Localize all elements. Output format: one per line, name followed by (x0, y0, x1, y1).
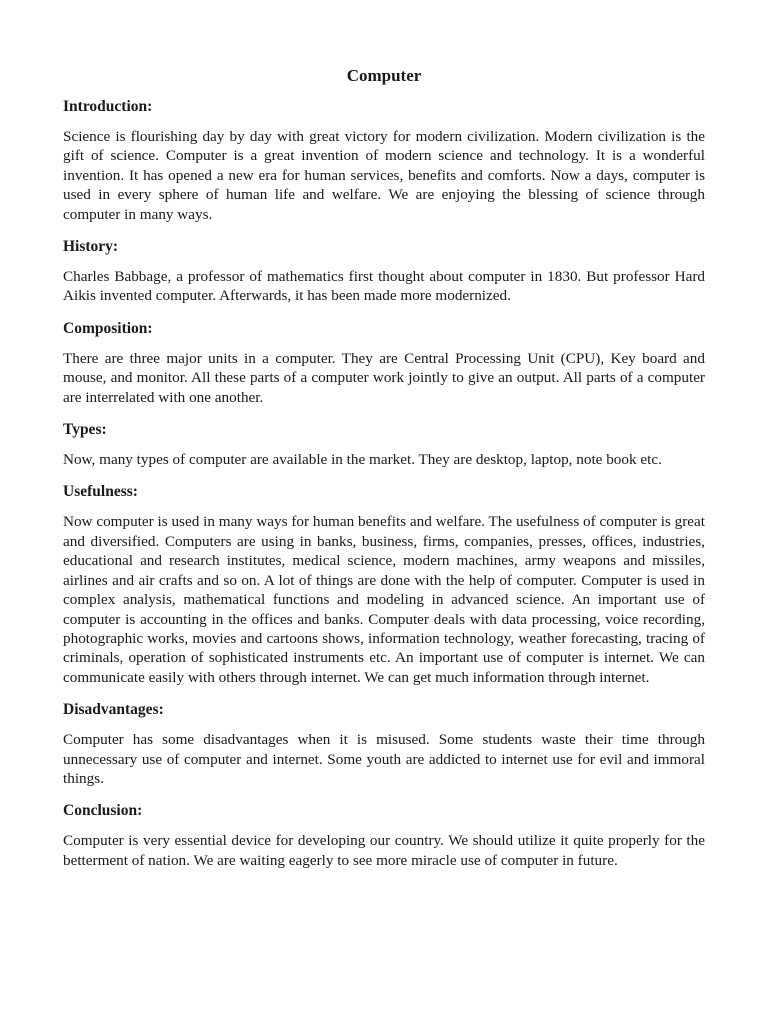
section-body: Now computer is used in many ways for human benefits and welfare. The usefulness of computer is great and diversified. Computers are using in banks, business, firms, companies, presses, offices, industries, educational and research institutes, medical science, modern machines, army weapons and missiles, airlines and air crafts and so on. A lot of things are done with the help of computer. Computer is used in complex analysis, mathematical functions and modeling in advanced science. An important use of computer is accounting in the offices and banks. Computer deals with data processing, voice recording, photographic works, movies and cartoons shows, information technology, weather forecasting, tracing of criminals, operation of sophisticated instruments etc. An important use of computer is internet. We can communicate easily with others through internet. We can get much information through internet. (63, 513, 705, 686)
section-types (63, 420, 705, 469)
section-body: There are three major units in a computer. They are Central Processing Unit (CPU), Key board and mouse, and monitor. All these parts of a computer work jointly to give an output. All parts of a computer are interrelated with one another. (63, 349, 705, 406)
section-body: Computer is very essential device for developing our country. We should utilize it quite properly for the betterment of nation. We are waiting eagerly to see more miracle use of computer in future. (63, 832, 705, 869)
section-history (63, 237, 705, 306)
section-body: Science is flourishing day by day with great victory for modern civilization. Modern civilization is the gift of science. Computer is a great invention of modern science and technology. It is a wonderful invention. It has opened a new era for human services, benefits and comforts. Now a days, computer is used in every sphere of human life and welfare. We are enjoying the blessing of science through computer in many ways. (63, 128, 705, 223)
section-body: Now, many types of computer are available in the market. They are desktop, laptop, note book etc. (63, 451, 662, 469)
section-body: Charles Babbage, a professor of mathematics first thought about computer in 1830. But professor Hard Aikis invented computer. Afterwards, it has been made more modernized. (63, 268, 705, 305)
section-heading: Composition: (63, 319, 153, 337)
section-heading: Types: (63, 421, 107, 439)
section-body: Computer has some disadvantages when it is misused. Some students waste their time through unnecessary use of computer and internet. Some youth are addicted to internet use for evil and immoral things. (63, 731, 705, 787)
section-heading: Disadvantages: (63, 701, 164, 719)
section-heading: History: (63, 238, 119, 256)
section-introduction (63, 97, 705, 224)
document-title: Computer (346, 66, 422, 85)
section-heading: Introduction: (63, 98, 153, 115)
section-disadvantages (63, 700, 705, 788)
section-heading: Conclusion: (63, 802, 143, 820)
document-page (63, 64, 705, 883)
section-heading: Usefulness: (63, 483, 138, 501)
section-composition (63, 319, 705, 407)
section-conclusion (63, 801, 705, 870)
section-usefulness (63, 482, 705, 687)
